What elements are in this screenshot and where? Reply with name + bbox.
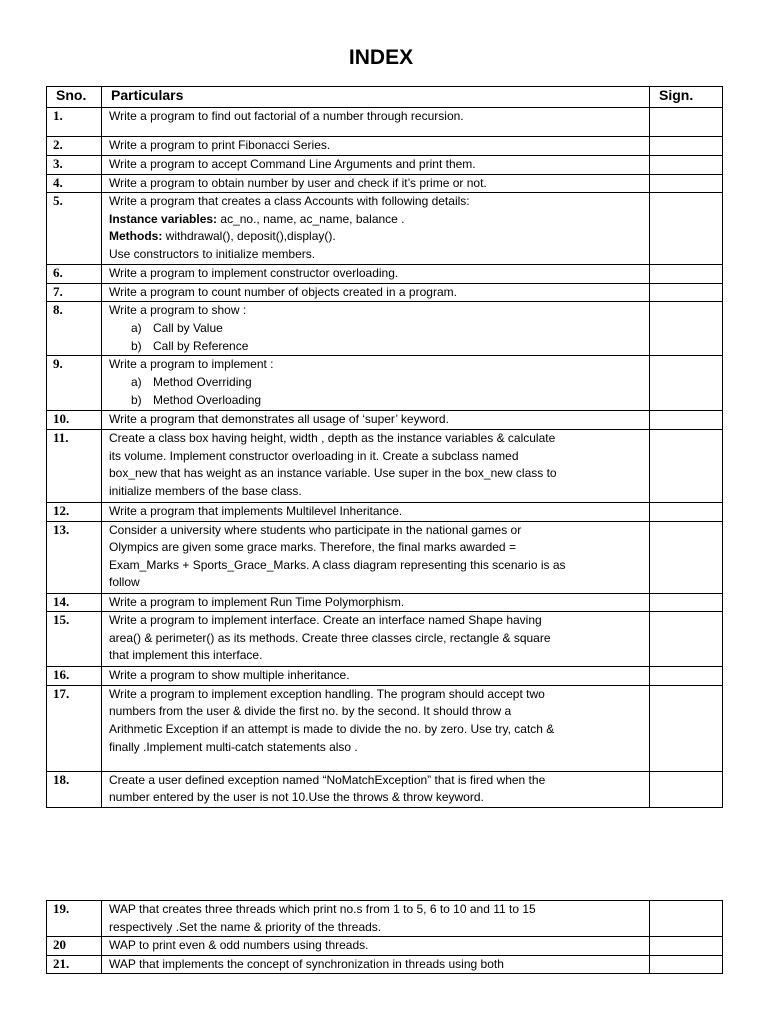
row-particulars	[102, 302, 650, 356]
row-sign	[650, 356, 723, 411]
instance-variables-text: ac_no., name, ac_name, balance .	[217, 211, 405, 226]
table-row	[47, 955, 723, 974]
row-sno: 3.	[47, 156, 102, 175]
row-sign	[650, 685, 723, 771]
particulars-line: Write a program to obtain number by user and check if it’s prime or not.	[109, 175, 487, 190]
particulars-line: Write a program to implement interface. Create an interface named Shape having	[109, 613, 542, 628]
particulars-line: Write a program that demonstrates all usage of ‘super’ keyword.	[109, 412, 449, 427]
sub-item-marker: b)	[131, 338, 142, 353]
sub-item	[109, 338, 645, 356]
particulars-line: Consider a university where students who participate in the national games or	[109, 522, 522, 537]
particulars-line: Write a program to implement :	[109, 357, 274, 372]
row-particulars	[102, 521, 650, 593]
table-row	[47, 108, 723, 137]
instance-variables-line	[109, 211, 645, 229]
row-sno: 19.	[47, 901, 102, 937]
methods-label: Methods:	[109, 229, 163, 244]
row-particulars	[102, 193, 650, 265]
table-row	[47, 612, 723, 667]
table-row	[47, 283, 723, 302]
sub-item	[109, 320, 645, 338]
sub-item-text: Method Overriding	[153, 374, 252, 389]
header-sno: Sno.	[47, 87, 102, 108]
sub-item-text: Method Overloading	[153, 392, 262, 407]
sub-item-marker: a)	[131, 374, 142, 389]
table-row	[47, 302, 723, 356]
particulars-line: Write a program that implements Multilevel Inheritance.	[109, 503, 403, 518]
row-sno: 12.	[47, 502, 102, 521]
sub-item	[109, 374, 645, 392]
particulars-line: Write a program to print Fibonacci Series.	[109, 138, 331, 152]
page-title: INDEX	[348, 46, 414, 69]
row-sno: 10.	[47, 411, 102, 430]
table-row	[47, 265, 723, 284]
row-sno: 17.	[47, 685, 102, 771]
methods-text: withdrawal(), deposit(),display().	[162, 229, 336, 244]
particulars-line: Arithmetic Exception if an attempt is made to divide the no. by zero. Use try, catch &	[109, 721, 555, 736]
particulars-line: WAP that creates three threads which print no.s from 1 to 5, 6 to 10 and 11 to 15	[109, 902, 536, 916]
row-sno: 15.	[47, 612, 102, 667]
row-sign	[650, 429, 723, 502]
particulars-line: Use constructors to initialize members.	[109, 246, 316, 261]
row-sno: 5.	[47, 193, 102, 265]
particulars-line: Write a program to implement exception handling. The program should accept two	[109, 686, 545, 701]
particulars-line: finally .Implement multi-catch statements also .	[109, 739, 358, 754]
row-sign	[650, 137, 723, 156]
row-particulars	[102, 502, 650, 521]
row-sno: 2.	[47, 137, 102, 156]
row-sign	[650, 283, 723, 302]
particulars-line: Write a program to show :	[109, 303, 247, 318]
particulars-line: initialize members of the base class.	[109, 483, 302, 498]
row-sno: 21.	[47, 955, 102, 974]
particulars-line: Write a program to implement Run Time Polymorphism.	[109, 594, 405, 609]
particulars-line: Write a program to implement constructor overloading.	[109, 266, 399, 281]
row-particulars	[102, 593, 650, 612]
row-sign	[650, 612, 723, 667]
table-row	[47, 502, 723, 521]
row-sno: 16.	[47, 667, 102, 686]
instance-variables-label: Instance variables:	[109, 211, 218, 226]
index-table-continued	[46, 900, 723, 974]
particulars-line: Olympics are given some grace marks. Therefore, the final marks awarded =	[109, 540, 516, 555]
particulars-line: Create a user defined exception named “NoMatchException” that is fired when the	[109, 772, 546, 787]
table-row	[47, 521, 723, 593]
particulars-line: area() & perimeter() as its methods. Create three classes circle, rectangle & square	[109, 630, 551, 645]
particulars-line: Exam_Marks + Sports_Grace_Marks. A class diagram representing this scenario is as	[109, 557, 566, 572]
sub-item-marker: b)	[131, 392, 142, 407]
particulars-line: Write a program to find out factorial of a number through recursion.	[109, 109, 464, 123]
row-particulars	[102, 667, 650, 686]
row-sno: 6.	[47, 265, 102, 284]
row-particulars	[102, 429, 650, 502]
row-sign	[650, 193, 723, 265]
row-sno: 18.	[47, 771, 102, 807]
row-sno: 9.	[47, 356, 102, 411]
table-row	[47, 901, 723, 937]
row-sign	[650, 667, 723, 686]
particulars-line: WAP to print even & odd numbers using threads.	[109, 938, 369, 953]
row-sno: 4.	[47, 174, 102, 193]
table-row	[47, 356, 723, 411]
index-table	[46, 86, 723, 808]
row-particulars	[102, 174, 650, 193]
row-particulars	[102, 612, 650, 667]
row-sign	[650, 901, 723, 937]
particulars-line: numbers from the user & divide the first no. by the second. It should throw a	[109, 704, 512, 719]
particulars-line: respectively .Set the name & priority of the threads.	[109, 919, 382, 934]
row-particulars	[102, 411, 650, 430]
particulars-line: Create a class box having height, width , depth as the instance variables & calculate	[109, 430, 556, 445]
table-row	[47, 937, 723, 956]
particulars-line: Write a program to show multiple inheritance.	[109, 668, 350, 683]
table-row	[47, 771, 723, 807]
row-sno: 1.	[47, 108, 102, 137]
table-row	[47, 156, 723, 175]
table-row	[47, 137, 723, 156]
row-sign	[650, 521, 723, 593]
particulars-line: follow	[109, 575, 140, 590]
particulars-line: Write a program to count number of objects created in a program.	[109, 284, 457, 299]
particulars-line: Write a program to accept Command Line Arguments and print them.	[109, 157, 476, 171]
header-sign: Sign.	[650, 87, 723, 108]
row-sno: 14.	[47, 593, 102, 612]
table-row	[47, 429, 723, 502]
table-row	[47, 685, 723, 771]
table-row	[47, 174, 723, 193]
row-particulars	[102, 265, 650, 284]
sub-item-text: Call by Value	[153, 320, 223, 335]
sub-item	[109, 392, 645, 410]
row-sign	[650, 771, 723, 807]
table-row	[47, 411, 723, 430]
row-sno: 11.	[47, 429, 102, 502]
sub-item-marker: a)	[131, 320, 142, 335]
row-sno: 13.	[47, 521, 102, 593]
row-particulars	[102, 771, 650, 807]
row-particulars	[102, 901, 650, 937]
sub-item-text: Call by Reference	[153, 338, 249, 353]
row-sign	[650, 937, 723, 956]
row-sign	[650, 265, 723, 284]
table-row	[47, 193, 723, 265]
row-sign	[650, 302, 723, 356]
row-sign	[650, 108, 723, 137]
particulars-line: WAP that implements the concept of synchronization in threads using both	[109, 956, 504, 971]
row-particulars	[102, 937, 650, 956]
particulars-line: Write a program that creates a class Accounts with following details:	[109, 194, 470, 209]
table-row	[47, 667, 723, 686]
header-particulars: Particulars	[102, 87, 650, 108]
row-particulars	[102, 137, 650, 156]
row-sno: 20	[47, 937, 102, 956]
row-sign	[650, 593, 723, 612]
table-row	[47, 593, 723, 612]
row-sno: 7.	[47, 283, 102, 302]
row-sign	[650, 174, 723, 193]
row-particulars	[102, 283, 650, 302]
particulars-line: its volume. Implement constructor overloading in it. Create a subclass named	[109, 448, 519, 463]
row-particulars	[102, 156, 650, 175]
row-sign	[650, 955, 723, 974]
row-sign	[650, 156, 723, 175]
row-sno: 8.	[47, 302, 102, 356]
row-particulars	[102, 685, 650, 771]
row-particulars	[102, 955, 650, 974]
header-row	[47, 87, 723, 108]
methods-line	[109, 228, 645, 246]
particulars-line: number entered by the user is not 10.Use the throws & throw keyword.	[109, 790, 484, 805]
row-particulars	[102, 356, 650, 411]
particulars-line: that implement this interface.	[109, 648, 263, 663]
row-sign	[650, 502, 723, 521]
row-particulars	[102, 108, 650, 137]
row-sign	[650, 411, 723, 430]
particulars-line: box_new that has weight as an instance variable. Use super in the box_new class to	[109, 466, 557, 481]
